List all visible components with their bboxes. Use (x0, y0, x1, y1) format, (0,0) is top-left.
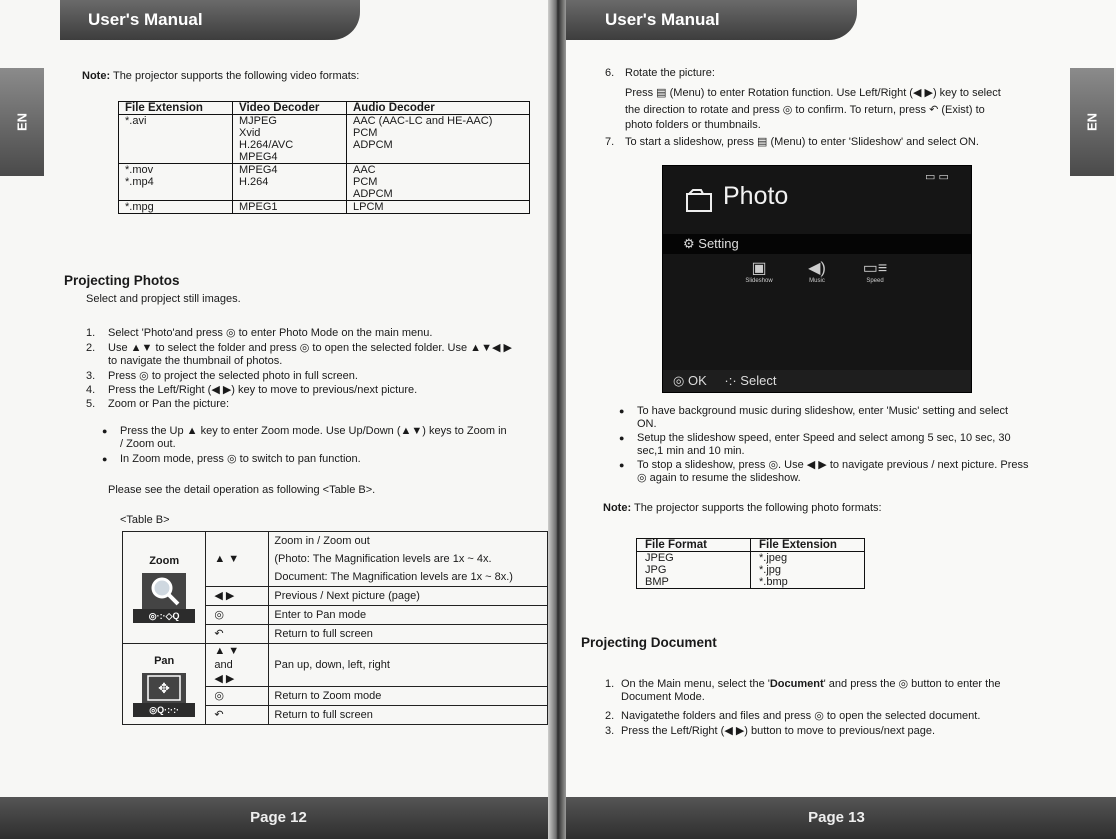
zoom-key-return: ↶ (206, 625, 269, 644)
projecting-document-title: Projecting Document (581, 635, 717, 650)
slideshow-option[interactable] (739, 258, 779, 284)
step-text: Select 'Photo'and press ◎ to enter Photo Mode on the main menu. (108, 327, 433, 339)
cell-ext: *.jpg (751, 564, 865, 576)
step-text: On the Main menu, select the ' (621, 678, 770, 690)
rotate-line-2: Press ▤ (Menu) to enter Rotation function. Use Left/Right (◀ ▶) key to select (625, 87, 1001, 99)
cell-video (233, 201, 347, 214)
cell-ext: *.jpeg (751, 552, 865, 565)
step-text: Press the Left/Right (◀ ▶) button to move to previous/next page. (621, 725, 936, 737)
step-number: 5. (86, 398, 96, 410)
pan-row (123, 644, 548, 687)
audio-line: LPCM (353, 201, 384, 213)
photo-table-row (637, 552, 865, 565)
speed-bullet: ● Setup the slideshow speed, enter Speed and select among 5 sec, 10 sec, 30 sec,1 min and 10 min. (619, 432, 1039, 458)
video-line: MPEG4 (239, 151, 278, 163)
zoom-key-updown: ▲ ▼ (206, 532, 269, 587)
left-page (0, 0, 557, 839)
video-line: H.264/AVC (239, 139, 294, 151)
cell-ext (119, 115, 233, 164)
photo-folder-icon (685, 188, 715, 214)
left-header: User's Manual (60, 0, 360, 40)
cell-audio (347, 115, 530, 164)
video-line: MJPEG (239, 115, 277, 127)
step-text: ' and press the ◎ button to enter the Document Mode. (621, 678, 1001, 703)
document-emphasis: Document (769, 678, 824, 690)
slideshow-icon: ▣ (751, 260, 767, 277)
pan-action-move: Pan up, down, left, right (269, 644, 548, 687)
right-tab-label: EN (1084, 112, 1100, 132)
doc-step-2 (605, 710, 1045, 723)
projecting-photos-subtitle: Select and propject still images. (86, 293, 241, 305)
photo-step-5 (86, 398, 526, 411)
video-table-row (119, 115, 530, 164)
photo-setting-screen (662, 165, 972, 393)
pan-action-zoom: Return to Zoom mode (269, 687, 548, 706)
cell-video (233, 164, 347, 201)
projecting-photos-title: Projecting Photos (64, 273, 180, 288)
music-option[interactable] (797, 258, 837, 284)
left-language-tab (0, 68, 44, 176)
video-note-text: The projector supports the following video formats: (112, 70, 360, 82)
rotate-line-1: Rotate the picture: (625, 67, 715, 79)
step-text: Press the Left/Right (◀ ▶) key to move to previous/next picture. (108, 384, 418, 396)
rotate-line-3: the direction to rotate and press ◎ to confirm. To return, press ↶ (Exist) to (625, 104, 985, 116)
photo-table-row (637, 576, 865, 589)
stop-bullet: ● To stop a slideshow, press ◎. Use ◀ ▶ to navigate previous / next picture. Press ◎ again to resume the slideshow. (619, 459, 1039, 485)
key-line: ▲ ▼ (214, 645, 240, 657)
step-text: Navigatethe folders and files and press ◎ to open the selected document. (621, 710, 981, 722)
video-line: MPEG4 (239, 164, 278, 176)
photo-step-2 (86, 342, 516, 368)
ok-label: OK (687, 373, 707, 388)
cell-format: BMP (637, 576, 751, 589)
speed-icon: ▭≡ (862, 260, 888, 277)
left-footer: Page 12 (0, 797, 557, 839)
setting-bar (663, 234, 972, 254)
pan-key-arrows (206, 644, 269, 687)
ext-line: *.mov (125, 164, 154, 176)
zoom-action-return: Return to full screen (269, 625, 548, 644)
right-footer: Page 13 (557, 797, 1116, 839)
zoom-label: Zoom (149, 555, 180, 567)
video-col-audio: Audio Decoder (347, 102, 530, 115)
pan-label: Pan (154, 654, 175, 667)
book-gutter (548, 0, 566, 839)
zoom-action-prevnext: Previous / Next picture (page) (269, 587, 548, 606)
action-line: Document: The Magnification levels are 1x ~ 8x.) (274, 571, 513, 583)
action-line: (Photo: The Magnification levels are 1x ~ 4x. (274, 553, 492, 565)
cell-ext: *.bmp (751, 576, 865, 589)
rotate-line-4: photo folders or thumbnails. (625, 119, 761, 131)
video-note (82, 70, 359, 83)
step-text: Use ▲▼ to select the folder and press ◎ to open the selected folder. Use ▲▼◀ ▶ to navigate the thumbnail of photos. (108, 342, 512, 367)
magnifier-icon (142, 573, 186, 609)
step-number: 2. (605, 710, 615, 722)
cell-audio (347, 201, 530, 214)
photo-step-1 (86, 327, 526, 340)
ext-line: *.mp4 (125, 176, 154, 188)
cell-format: JPEG (637, 552, 751, 565)
audio-line: PCM (353, 176, 378, 188)
cell-ext (119, 164, 233, 201)
battery-icon: ▭ ▭ (925, 171, 949, 183)
video-col-ext: File Extension (119, 102, 233, 115)
video-note-label: Note: (82, 70, 111, 82)
table-b-label: <Table B> (120, 514, 170, 526)
photo-table-header-row (637, 539, 865, 552)
photo-note-label: Note: (603, 502, 632, 514)
step-number: 3. (86, 370, 96, 382)
ext-line: *.mpg (125, 201, 154, 213)
pan-action-return: Return to full screen (269, 706, 548, 725)
pan-key-ok: ◎ (206, 687, 269, 706)
pan-arrows-icon (142, 673, 186, 703)
step-number: 3. (605, 725, 615, 737)
right-header: User's Manual (557, 0, 857, 40)
video-table-header-row (119, 102, 530, 115)
photo-note (603, 502, 882, 515)
pan-key-return: ↶ (206, 706, 269, 725)
cell-ext (119, 201, 233, 214)
key-line: ◀ ▶ (214, 673, 235, 685)
audio-line: ADPCM (353, 188, 393, 200)
zoom-label-cell (123, 532, 206, 644)
step-number: 4. (86, 384, 96, 396)
svg-text:✥: ✥ (158, 680, 171, 697)
slideshow-option-label: Slideshow (745, 278, 773, 284)
photo-col-format: File Format (637, 539, 751, 552)
photo-note-text: The projector supports the following photo formats: (633, 502, 882, 514)
screen-title: Photo (723, 182, 789, 210)
screen-bottom-bar (663, 370, 972, 392)
pan-label-cell (123, 644, 206, 725)
zoom-icon-strip: ◎·:·◇Q (133, 609, 195, 623)
detail-text: Please see the detail operation as following <Table B>. (108, 484, 376, 496)
video-line: MPEG1 (239, 201, 278, 213)
cell-audio (347, 164, 530, 201)
ok-icon: ◎ (673, 373, 685, 388)
photo-step-4 (86, 384, 526, 397)
zoom-key-ok: ◎ (206, 606, 269, 625)
setting-label: Setting (698, 236, 739, 251)
video-table-row (119, 201, 530, 214)
step-number: 1. (605, 678, 615, 690)
rotate-step-number: 6. (605, 67, 615, 79)
action-line: Zoom in / Zoom out (274, 535, 370, 547)
step-number: 2. (86, 342, 96, 354)
doc-step-1 (605, 678, 1035, 704)
select-label: Select (740, 373, 777, 388)
audio-line: AAC (353, 164, 376, 176)
audio-line: PCM (353, 127, 378, 139)
photo-step-3 (86, 370, 526, 383)
left-tab-label: EN (14, 112, 30, 132)
zoom-action-zoom (269, 532, 548, 587)
photo-col-ext: File Extension (751, 539, 865, 552)
video-col-video: Video Decoder (233, 102, 347, 115)
cell-format: JPG (637, 564, 751, 576)
cell-video (233, 115, 347, 164)
video-format-table (118, 101, 530, 214)
step-text: Zoom or Pan the picture: (108, 398, 230, 410)
step-text: Press ◎ to project the selected photo in full screen. (108, 370, 358, 382)
music-icon: ◀) (808, 260, 826, 277)
audio-line: ADPCM (353, 139, 393, 151)
table-b (122, 531, 548, 725)
video-line: H.264 (239, 176, 269, 188)
doc-step-3 (605, 725, 1045, 738)
pan-icon-strip: ◎Q·:·:· (133, 703, 195, 717)
photo-table-row (637, 564, 865, 576)
speed-option-label: Speed (866, 278, 884, 284)
slideshow-step-text: To start a slideshow, press ▤ (Menu) to enter 'Slideshow' and select ON. (625, 136, 979, 148)
zoom-bullet-2: ● In Zoom mode, press ◎ to switch to pan function. (102, 453, 507, 466)
zoom-bullet-1: ● Press the Up ▲ key to enter Zoom mode. Use Up/Down (▲▼) keys to Zoom in / Zoom out. (102, 425, 507, 451)
right-language-tab (1070, 68, 1114, 176)
music-bullet: ● To have background music during slideshow, enter 'Music' setting and select ON. (619, 405, 1019, 431)
step-number: 1. (86, 327, 96, 339)
video-line: Xvid (239, 127, 261, 139)
key-line: and (214, 659, 233, 671)
photo-format-table (636, 538, 865, 589)
music-option-label: Music (809, 278, 825, 284)
slideshow-step-number: 7. (605, 136, 615, 148)
video-table-row (119, 164, 530, 201)
right-page (557, 0, 1116, 839)
audio-line: AAC (AAC-LC and HE-AAC) (353, 115, 493, 127)
ext-line: *.avi (125, 115, 147, 127)
setting-gear-icon: ⚙ (683, 236, 695, 251)
zoom-action-pan: Enter to Pan mode (269, 606, 548, 625)
zoom-key-leftright: ◀ ▶ (206, 587, 269, 606)
zoom-row (123, 532, 548, 587)
speed-option[interactable] (855, 258, 895, 284)
select-arrows-icon: ·:· (724, 373, 737, 388)
